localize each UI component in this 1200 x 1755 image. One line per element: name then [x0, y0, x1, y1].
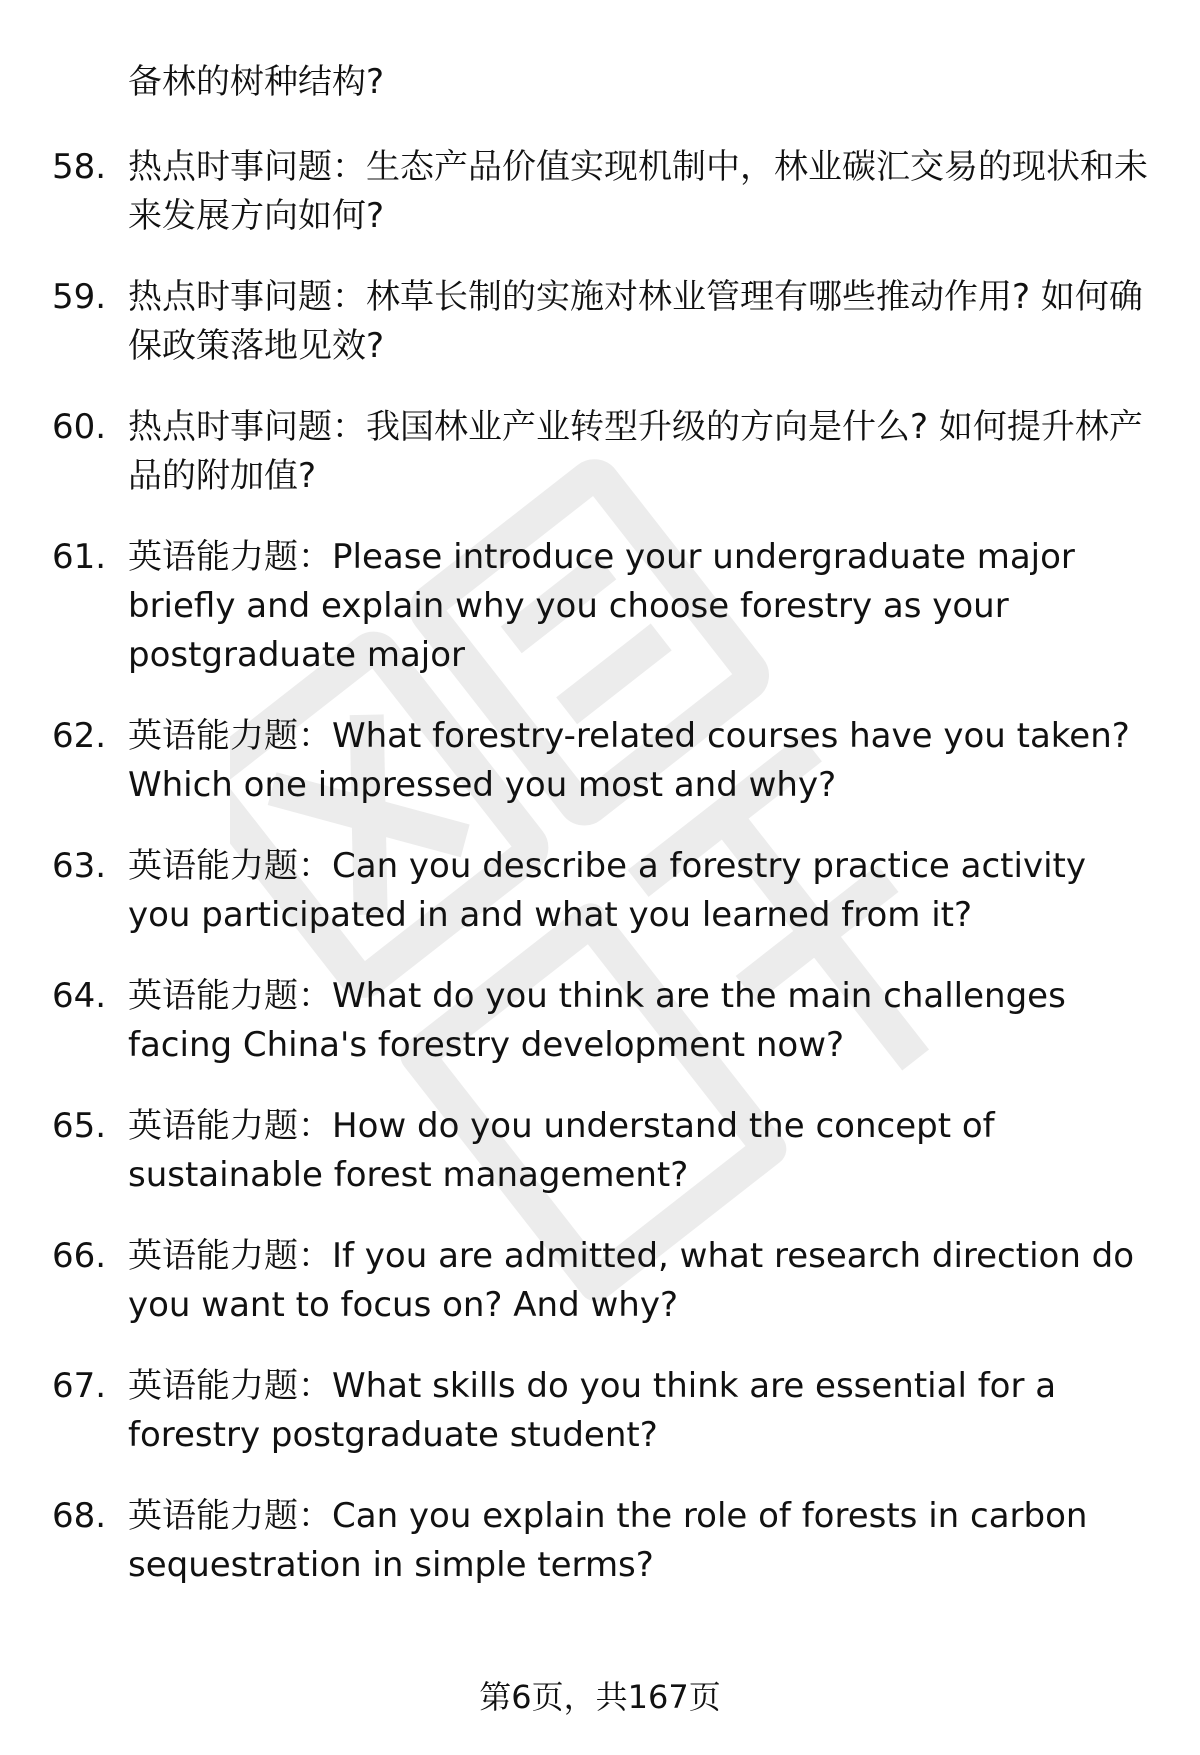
question-text: 英语能力题：How do you understand the concept of sustainable forest management? [128, 1106, 995, 1195]
question-number: 63. [52, 846, 107, 886]
question-number: 64. [52, 976, 107, 1016]
question-text: 英语能力题：What forestry-related courses have you taken? Which one impressed you most and why? [128, 716, 1130, 805]
question-number: 61. [52, 537, 107, 577]
list-item [0, 273, 1200, 371]
question-text: 热点时事问题：生态产品价值实现机制中，林业碳汇交易的现状和未来发展方向如何? [128, 147, 1148, 236]
list-item [0, 972, 1200, 1070]
question-text: 英语能力题：Can you explain the role of forests in carbon sequestration in simple terms? [128, 1496, 1088, 1585]
question-text: 备林的树种结构? [128, 62, 385, 102]
question-number: 66. [52, 1236, 107, 1276]
list-item [0, 1102, 1200, 1200]
question-text: 英语能力题：Can you describe a forestry practice activity you participated in and what you learned from it? [128, 846, 1086, 935]
list-item [0, 1362, 1200, 1460]
list-item [0, 143, 1200, 241]
page-number-footer: 第6页，共167页 [479, 1678, 721, 1716]
question-text: 英语能力题：What skills do you think are essential for a forestry postgraduate student? [128, 1366, 1057, 1455]
question-text: 热点时事问题：我国林业产业转型升级的方向是什么? 如何提升林产品的附加值? [128, 407, 1143, 496]
question-number: 67. [52, 1366, 107, 1406]
list-item [0, 1232, 1200, 1330]
list-item [0, 533, 1200, 680]
question-number: 62. [52, 716, 107, 756]
question-number: 65. [52, 1106, 107, 1146]
question-text: 英语能力题：If you are admitted, what research direction do you want to focus on? And why? [128, 1236, 1135, 1325]
list-item [0, 1492, 1200, 1590]
list-item [0, 712, 1200, 810]
question-text: 英语能力题：Please introduce your undergraduate major briefly and explain why you choose forestry as your postgraduate major [128, 537, 1075, 675]
question-number: 60. [52, 407, 107, 447]
question-text: 英语能力题：What do you think are the main challenges facing China's forestry development now? [128, 976, 1066, 1065]
question-list [0, 58, 1200, 1622]
question-text: 热点时事问题：林草长制的实施对林业管理有哪些推动作用? 如何确保政策落地见效? [128, 277, 1143, 366]
list-item [0, 58, 1200, 107]
list-item [0, 403, 1200, 501]
list-item [0, 842, 1200, 940]
question-number: 58. [52, 147, 107, 187]
question-number: 59. [52, 277, 107, 317]
question-number: 68. [52, 1496, 107, 1536]
